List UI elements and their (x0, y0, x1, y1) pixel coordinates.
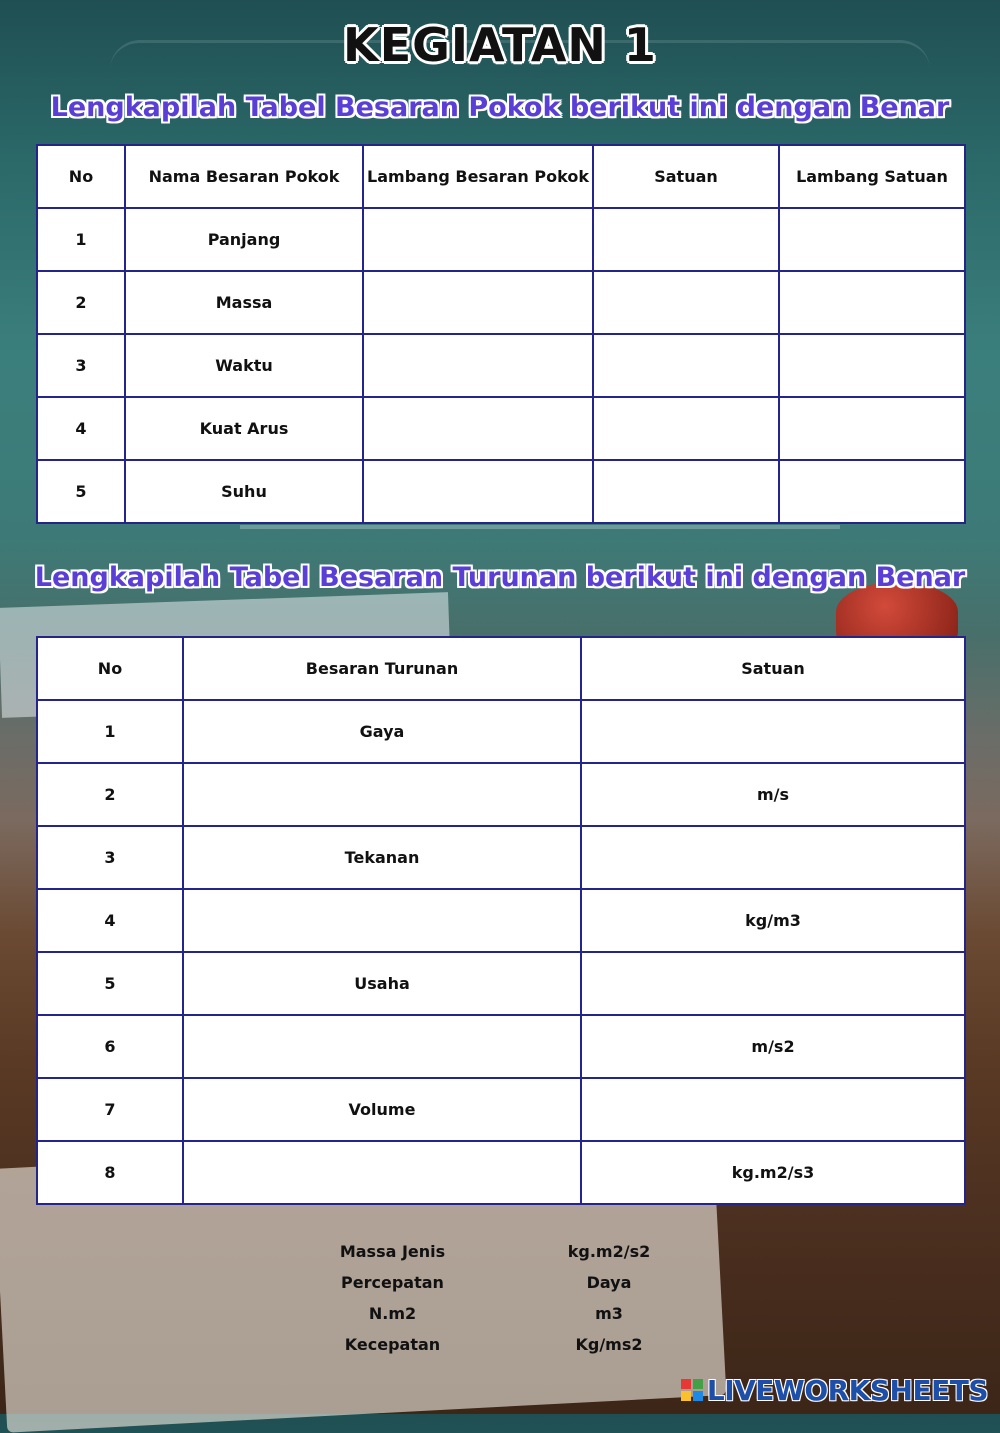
table-besaran-pokok (36, 144, 966, 524)
header-cell: No (37, 637, 183, 700)
answer-option[interactable]: kg.m2/s2 (567, 1242, 651, 1261)
answer-option[interactable]: m3 (595, 1304, 623, 1323)
answer-cell[interactable] (363, 271, 593, 334)
answer-cell[interactable] (593, 397, 779, 460)
logo-square-green (693, 1379, 703, 1389)
quantity-name: Waktu (125, 334, 363, 397)
answer-cell[interactable] (363, 208, 593, 271)
answer-cell[interactable] (581, 826, 965, 889)
answer-cell[interactable] (779, 397, 965, 460)
quantity-name: Tekanan (183, 826, 581, 889)
row-number: 6 (37, 1015, 183, 1078)
table-header-row (37, 145, 965, 208)
row-number: 4 (37, 889, 183, 952)
logo-square-yellow (681, 1391, 691, 1401)
table-row (37, 700, 965, 763)
answer-cell[interactable] (779, 271, 965, 334)
header-cell: Nama Besaran Pokok (125, 145, 363, 208)
unit-value: m/s (581, 763, 965, 826)
row-number: 5 (37, 460, 125, 523)
logo-square-red (681, 1379, 691, 1389)
row-number: 7 (37, 1078, 183, 1141)
table-row (37, 397, 965, 460)
table-row (37, 889, 965, 952)
answer-options-left (320, 1236, 465, 1360)
liveworksheets-logo (681, 1372, 988, 1408)
table-row (37, 460, 965, 523)
answer-option[interactable]: Daya (586, 1273, 632, 1292)
table-row (37, 952, 965, 1015)
table-besaran-turunan (36, 636, 966, 1205)
table-row (37, 271, 965, 334)
header-cell: Besaran Turunan (183, 637, 581, 700)
quantity-name: Volume (183, 1078, 581, 1141)
header-cell: Lambang Besaran Pokok (363, 145, 593, 208)
answer-cell[interactable] (183, 1015, 581, 1078)
answer-cell[interactable] (363, 334, 593, 397)
answer-cell[interactable] (593, 271, 779, 334)
section-title-besaran-turunan: Lengkapilah Tabel Besaran Turunan berikut ini dengan Benar (34, 562, 966, 593)
answer-option[interactable]: N.m2 (368, 1304, 417, 1323)
unit-value: m/s2 (581, 1015, 965, 1078)
answer-cell[interactable] (779, 208, 965, 271)
quantity-name: Kuat Arus (125, 397, 363, 460)
answer-cell[interactable] (593, 460, 779, 523)
answer-cell[interactable] (581, 1078, 965, 1141)
answer-option[interactable]: Kg/ms2 (575, 1335, 643, 1354)
answer-cell[interactable] (183, 1141, 581, 1204)
answer-cell[interactable] (593, 208, 779, 271)
row-number: 2 (37, 763, 183, 826)
quantity-name: Massa (125, 271, 363, 334)
header-cell: Satuan (593, 145, 779, 208)
table-row (37, 763, 965, 826)
header-cell: Satuan (581, 637, 965, 700)
table-row (37, 826, 965, 889)
liveworksheets-logo-icon (681, 1379, 703, 1401)
answer-cell[interactable] (363, 397, 593, 460)
answer-options-right (540, 1236, 678, 1360)
answer-option[interactable]: Kecepatan (344, 1335, 441, 1354)
row-number: 8 (37, 1141, 183, 1204)
answer-cell[interactable] (183, 889, 581, 952)
quantity-name: Gaya (183, 700, 581, 763)
page-title: KEGIATAN 1 (343, 18, 657, 72)
header-cell: Lambang Satuan (779, 145, 965, 208)
answer-cell[interactable] (779, 334, 965, 397)
quantity-name: Usaha (183, 952, 581, 1015)
answer-cell[interactable] (581, 952, 965, 1015)
row-number: 5 (37, 952, 183, 1015)
row-number: 3 (37, 334, 125, 397)
answer-cell[interactable] (363, 460, 593, 523)
table-row (37, 1078, 965, 1141)
row-number: 2 (37, 271, 125, 334)
quantity-name: Suhu (125, 460, 363, 523)
table-row (37, 1015, 965, 1078)
table-row (37, 1141, 965, 1204)
answer-option[interactable]: Percepatan (341, 1273, 444, 1292)
answer-cell[interactable] (183, 763, 581, 826)
header-cell: No (37, 145, 125, 208)
answer-cell[interactable] (593, 334, 779, 397)
answer-cell[interactable] (581, 700, 965, 763)
unit-value: kg/m3 (581, 889, 965, 952)
logo-square-blue (693, 1391, 703, 1401)
row-number: 4 (37, 397, 125, 460)
answer-cell[interactable] (779, 460, 965, 523)
brand-name: LIVEWORKSHEETS (706, 1373, 988, 1407)
unit-value: kg.m2/s3 (581, 1141, 965, 1204)
section-title-besaran-pokok: Lengkapilah Tabel Besaran Pokok berikut ini dengan Benar (50, 92, 950, 123)
table-row (37, 334, 965, 397)
table-row (37, 208, 965, 271)
row-number: 3 (37, 826, 183, 889)
answer-option[interactable]: Massa Jenis (339, 1242, 446, 1261)
row-number: 1 (37, 208, 125, 271)
row-number: 1 (37, 700, 183, 763)
table-header-row (37, 637, 965, 700)
quantity-name: Panjang (125, 208, 363, 271)
